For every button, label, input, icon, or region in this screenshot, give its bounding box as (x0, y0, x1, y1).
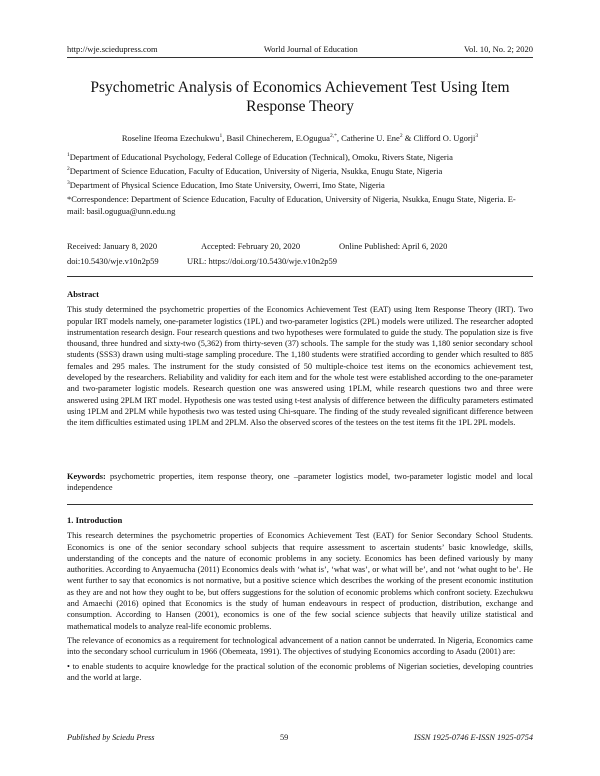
accepted-date: Accepted: February 20, 2020 (201, 241, 301, 251)
publisher: Published by Sciedu Press (67, 733, 155, 742)
journal-name: World Journal of Education (263, 44, 358, 54)
abstract-heading: Abstract (67, 289, 99, 299)
running-header (67, 44, 533, 56)
header-rule (67, 57, 533, 58)
author-1: Roseline Ifeoma Ezechukwu (121, 133, 220, 143)
intro-bullet-1: • to enable students to acquire knowledge for the practical solution of the economic problems of Nigerian societies, developing countries and the world at large. (67, 661, 533, 682)
issn: ISSN 1925-0746 E-ISSN 1925-0754 (413, 733, 533, 742)
abstract-section (67, 289, 533, 429)
author-2-sup: 2,* (329, 133, 337, 140)
journal-url[interactable]: http://wje.sciedupress.com (67, 44, 158, 54)
keywords-text: psychometric properties, item response theory, one –parameter logistics model, two-parameter logistic model and local independence (67, 472, 533, 493)
intro-heading: 1. Introduction (67, 515, 123, 525)
page-number: 59 (280, 733, 289, 742)
affiliation-2: $^2$Department of Science Education, Faculty of Education, University of Nigeria, Nsukka, Enugu State, Nigeria (67, 166, 443, 176)
received-date: Received: January 8, 2020 (67, 241, 158, 251)
keywords-rule (67, 504, 533, 505)
doi: doi:10.5430/wje.v10n2p59 (67, 256, 159, 266)
intro-paragraph-2: The relevance of economics as a requirement for technological advancement of a nation cannot be underrated. In Nigeria, Economics came into the secondary school curriculum in 1966 (Obemeata, 1991). The objectives of studying Economics according to Asadu (2001) are: (67, 635, 533, 657)
intro-paragraph-1: This research determines the psychometric properties of Economics Achievement Test (EAT) for Senior Secondary School Students. Economics is one of the senior secondary school subjects that require assessment to ascertain students’ basic knowledge, skills, understanding of the concepts and the nature of economic problems in any society. Economics has been defined variously by many authorities. According to Anyaemucha (2011) Economics deals with ‘what is’, ‘what was’, or what will be’, and not ‘what ought to be’. He went further to say that economics is not normative, but a positive science which describes the working of the present economic institution as they are and not how they ought to be, but offers suggestions for the solution of economic problems which confront society. Ezechukwu and Amaechi (2016) opined that Economics is the study of human endeavours in respect of production, distribution, exchange and consumption. According to Hansen (2001), economics is one of the few social science subjects that heavily utilize statistical and mathematical models to analyze real-life economic problems. (67, 531, 533, 631)
author-2: , Basil Chinecherem, E.Ogugua (222, 133, 330, 143)
page-footer (67, 733, 533, 742)
affiliations (67, 151, 533, 219)
publication-dates (67, 240, 533, 270)
published-date: Online Published: April 6, 2020 (339, 241, 448, 251)
author-4-sup: 3 (475, 133, 479, 140)
author-3: , Catherine U. Ene (336, 133, 400, 143)
introduction-section (67, 515, 533, 686)
correspondence: *Correspondence: Department of Science Education, Faculty of Education, University of Nigeria, Nsukka, Enugu State, Nigeria. E-mail: basil.ogugua@unn.edu.ng (67, 194, 516, 216)
abstract-text: This study determined the psychometric properties of the Economics Achievement Test (EAT) using Item Response Theory (IRT). Two popular IRT models namely, one-parameter logistics (1PL) and two-parameter logistics (2PL) models were utilized. The researcher adopted instrumentation research design. Four research questions and two hypotheses were formulated to guide the study. The population size is five thousand, three hundred and sixty-two (5,362) from thirty-seven (37) schools. The sample for the study was 1,180 senior secondary school students (SSS3) drawn using multi-stage sampling procedure. The 1,180 students were stratified according to gender which resulted to 885 females and 295 males. The instrument for the study consisted of 50 multiple-choice test items on the economics achievement test, developed by the researchers. Reliability and validity for each item and for the whole test were established according to the one-parameter and two-parameter logistic models. Research question one was answered using 1PLM, while research questions two and three were answered using 2PLM IRT model. Hypothesis one was tested using t-test analysis of difference between the difficulty parameters estimated using 1PLM and 2PLM while hypothesis two was tested using Chi-square. The finding of the study revealed significant difference between the item difficulties estimated using 1PLM and 2PLM. Also the observed scores of the testees on the test items fit the 1PL 2PL models. (67, 305, 533, 428)
paper-title: Psychometric Analysis of Economics Achievement Test Using Item Response Theory (90, 79, 510, 115)
author-3-sup: 2 (399, 133, 403, 140)
doi-url[interactable]: URL: https://doi.org/10.5430/wje.v10n2p59 (187, 256, 338, 266)
affiliation-1: $^1$Department of Educational Psychology, Federal College of Education (Technical), Omoku, Rivers State, Nigeria (67, 152, 453, 162)
keywords-label: Keywords: (67, 472, 106, 481)
keywords (67, 471, 533, 494)
author-1-sup: 1 (219, 133, 223, 140)
author-list (67, 133, 533, 143)
author-4: & Clifford O. Ugorji (402, 133, 476, 143)
affiliation-3: $^3$Department of Physical Science Education, Imo State University, Owerri, Imo State, Nigeria (67, 180, 385, 190)
dates-rule (67, 276, 533, 277)
volume-info: Vol. 10, No. 2; 2020 (463, 44, 533, 54)
